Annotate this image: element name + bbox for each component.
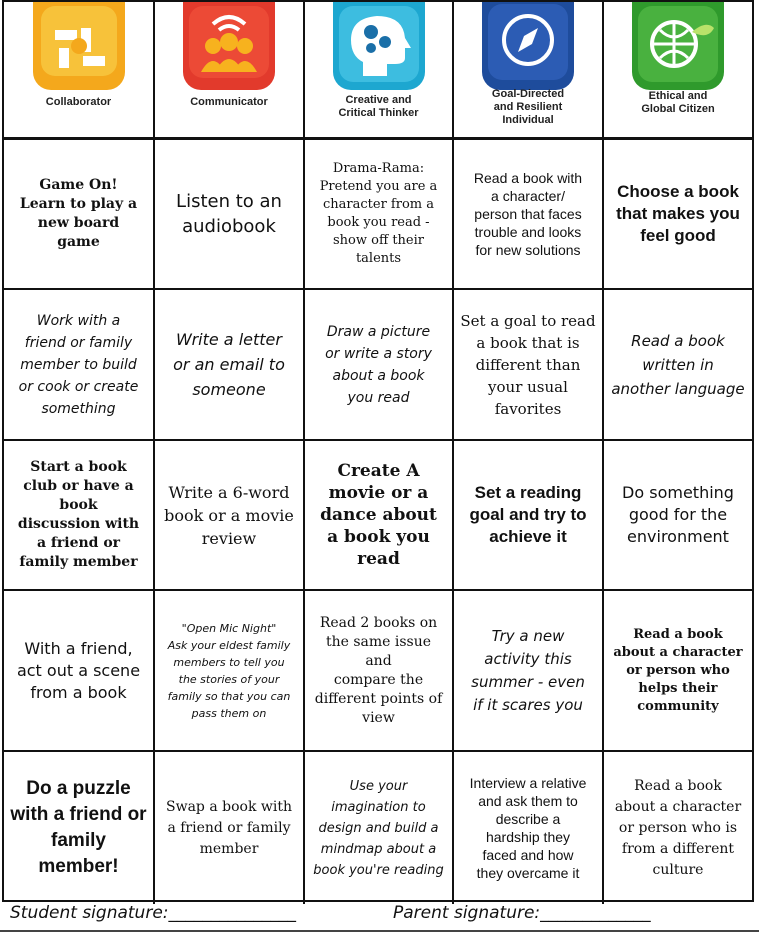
header-caption: Ethical and Global Citizen <box>641 90 715 115</box>
bingo-square: With a friend, act out a scene from a book <box>16 638 141 702</box>
header-goal-directed <box>452 2 602 137</box>
bingo-square: Start a book club or have a book discussion with a friend or family member <box>17 459 140 570</box>
bingo-square: Set a goal to read a book that is different than your usual favorites <box>452 290 602 439</box>
bingo-square: Create A movie or a dance about a book you read <box>303 441 452 589</box>
bingo-square: Choose a book that makes you feel good <box>602 140 752 288</box>
header-caption: Communicator <box>190 96 268 108</box>
bingo-board <box>2 0 754 902</box>
bingo-square: Swap a book with a friend or family member <box>153 752 303 904</box>
bingo-square: Write a letter or an email to someone <box>153 290 303 439</box>
bottom-rule <box>0 930 759 932</box>
globe-leaf-icon <box>632 2 724 90</box>
bingo-square: Read a book about a character or person who helps their community <box>602 591 752 750</box>
header-creative-thinker <box>303 2 452 137</box>
bingo-square: Game On! Learn to play a new board game <box>19 177 138 250</box>
bingo-row <box>4 441 752 591</box>
parent-signature-line[interactable]: Parent signature:_____________ <box>393 903 651 923</box>
header-caption: Goal-Directed and Resilient Individual <box>491 88 565 126</box>
bingo-square: Read a book written in another language <box>602 290 752 439</box>
compass-icon <box>482 2 574 90</box>
hands-icon <box>33 2 125 90</box>
header-ethical-citizen <box>602 2 752 137</box>
bingo-square: Drama-Rama: Pretend you are a character from a book you read - show off their talents <box>303 140 452 288</box>
bingo-square: Do a puzzle with a friend or family member! <box>10 778 147 877</box>
header-row <box>4 2 752 140</box>
header-caption: Collaborator <box>45 96 112 108</box>
bingo-row <box>4 140 752 290</box>
header-caption: Creative and Critical Thinker <box>338 94 419 119</box>
bingo-square: Read a book about a character or person who is from a different culture <box>602 752 752 904</box>
bingo-square: "Open Mic Night" Ask your eldest family members to tell you the stories of your family so that you can pass them on <box>153 591 303 750</box>
bingo-square: Write a 6-word book or a movie review <box>153 441 303 589</box>
bingo-row <box>4 591 752 752</box>
head-gears-icon <box>333 2 425 90</box>
people-icon <box>183 2 275 90</box>
bingo-square: Interview a relative and ask them to describe a hardship they faced and how they overcame it <box>452 752 602 904</box>
bingo-square: Use your imagination to design and build a mindmap about a book you're reading <box>303 752 452 904</box>
bingo-square: Try a new activity this summer - even if it scares you <box>452 591 602 750</box>
bingo-square: Do something good for the environment <box>602 441 752 589</box>
bingo-square: Set a reading goal and try to achieve it <box>452 441 602 589</box>
bingo-row <box>4 290 752 441</box>
bingo-square: Draw a picture or write a story about a book you read <box>303 290 452 439</box>
bingo-square: Read a book with a character/ person that faces trouble and looks for new solutions <box>452 140 602 288</box>
student-signature-line[interactable]: Student signature:_______________ <box>10 903 297 923</box>
bingo-square: Listen to an audiobook <box>153 140 303 288</box>
bingo-square: Work with a friend or family member to build or cook or create something <box>18 312 139 417</box>
header-collaborator <box>4 2 153 137</box>
bingo-square: Read 2 books on the same issue and compare the different points of view <box>303 591 452 750</box>
header-communicator <box>153 2 303 137</box>
bingo-row <box>4 752 752 904</box>
